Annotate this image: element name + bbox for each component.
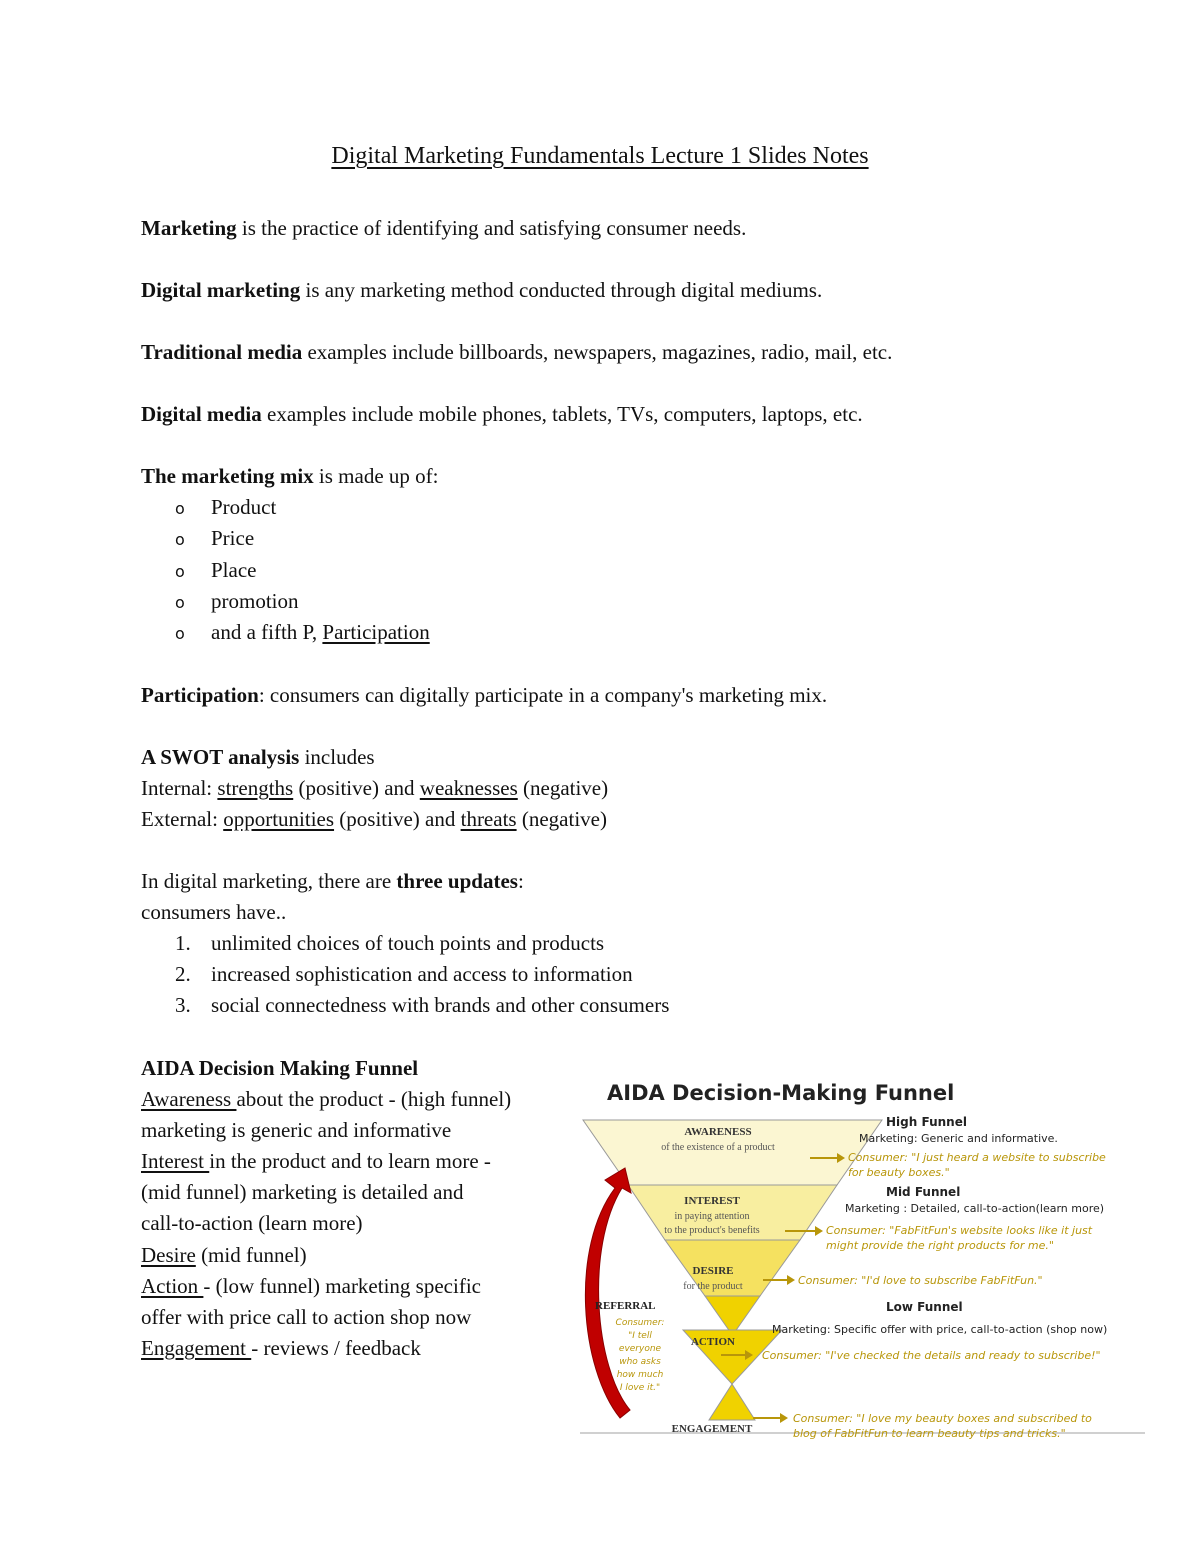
aida-funnel-figure xyxy=(575,1068,1150,1443)
engagement-band xyxy=(709,1384,755,1420)
list-item-text: social connectedness with brands and other consumers xyxy=(211,993,670,1017)
list-number: 2. xyxy=(175,962,191,986)
aida-line: (mid funnel) marketing is detailed and xyxy=(141,1180,464,1204)
definition-text: includes xyxy=(299,745,375,769)
high-funnel-text: Marketing: Generic and informative. xyxy=(859,1132,1058,1145)
list-item xyxy=(175,990,669,1021)
term: three updates xyxy=(396,869,518,893)
mid-funnel-text: Marketing : Detailed, call-to-action(learn more) xyxy=(845,1202,1105,1215)
definition-text: is made up of: xyxy=(313,464,439,488)
list-number: 1. xyxy=(175,931,191,955)
suffix: : xyxy=(517,869,524,893)
awareness-sub: of the existence of a product xyxy=(661,1142,775,1153)
list-item-text: and a fifth P, xyxy=(211,620,323,644)
note: (positive) and xyxy=(293,776,420,800)
action-label: ACTION xyxy=(690,1336,736,1348)
term: Traditional media xyxy=(141,340,303,364)
low-funnel-text: Marketing: Specific offer with price, call-to-action (shop now) xyxy=(772,1323,1108,1336)
page-title: Digital Marketing Fundamentals Lecture 1 Slides Notes xyxy=(331,143,869,169)
participation-definition xyxy=(141,680,827,711)
list-item-text: promotion xyxy=(211,589,299,613)
updates-heading xyxy=(141,866,524,897)
swot-threats: threats xyxy=(460,807,517,831)
digital-marketing-definition xyxy=(141,275,822,306)
aida-action: Action xyxy=(141,1274,204,1298)
figure-title: AIDA Decision-Making Funnel xyxy=(607,1081,955,1105)
bullet-marker: o xyxy=(175,530,185,549)
term: The marketing mix xyxy=(141,464,314,488)
referral-quote: everyone xyxy=(618,1344,662,1354)
note: (negative) xyxy=(517,776,609,800)
aida-engagement: Engagement xyxy=(141,1336,252,1360)
referral-arrow xyxy=(585,1168,631,1418)
term: Participation xyxy=(141,683,259,707)
consumer-quote: Consumer: "FabFitFun's website looks like it just xyxy=(826,1224,1093,1237)
referral-label: REFERRAL xyxy=(595,1300,656,1312)
referral-quote: "I tell xyxy=(628,1331,652,1341)
consumer-quote: blog of FabFitFun to learn beauty tips and tricks." xyxy=(793,1427,1066,1440)
bullet-marker: o xyxy=(175,562,185,581)
interest-sub: to the product's benefits xyxy=(664,1225,760,1236)
term: A SWOT analysis xyxy=(141,745,300,769)
arrow-icon xyxy=(753,1413,788,1423)
digital-media-definition xyxy=(141,399,863,430)
traditional-media-definition xyxy=(141,337,892,368)
marketing-definition xyxy=(141,213,746,244)
consumer-quote: might provide the right products for me." xyxy=(826,1239,1054,1252)
interest-sub: in paying attention xyxy=(674,1211,750,1222)
aida-heading: AIDA Decision Making Funnel xyxy=(141,1056,419,1080)
prefix: In digital marketing, there are xyxy=(141,869,397,893)
aida-desire: Desire xyxy=(141,1243,196,1267)
list-item-text: unlimited choices of touch points and products xyxy=(211,931,605,955)
term: Marketing xyxy=(141,216,237,240)
definition-text: is any marketing method conducted through digital mediums. xyxy=(300,278,823,302)
aida-text: - (low funnel) marketing specific xyxy=(203,1274,481,1298)
bullet-marker: o xyxy=(175,624,185,643)
list-item xyxy=(175,586,299,618)
aida-line xyxy=(141,1084,511,1115)
aida-text: about the product - (high funnel) xyxy=(236,1087,512,1111)
list-item-text: Price xyxy=(211,526,255,550)
bullet-marker: o xyxy=(175,499,185,518)
consumer-quote: Consumer: "I love my beauty boxes and subscribed to xyxy=(793,1412,1092,1425)
referral-quote: who asks xyxy=(619,1357,661,1367)
aida-line xyxy=(141,1240,307,1271)
definition-text: examples include mobile phones, tablets, TVs, computers, laptops, etc. xyxy=(261,402,863,426)
participation-term: Participation xyxy=(322,620,430,644)
desire-sub: for the product xyxy=(683,1281,743,1292)
updates-intro: consumers have.. xyxy=(141,900,287,924)
term: Digital marketing xyxy=(141,278,301,302)
swot-heading xyxy=(141,742,375,773)
note: (negative) xyxy=(516,807,607,831)
mid-funnel-label: Mid Funnel xyxy=(886,1185,961,1199)
aida-line xyxy=(141,1333,421,1364)
aida-line xyxy=(141,1146,491,1177)
aida-text: - reviews / feedback xyxy=(251,1336,421,1360)
swot-strengths: strengths xyxy=(217,776,294,800)
consumer-quote: for beauty boxes." xyxy=(848,1166,950,1179)
definition-text: is the practice of identifying and satisfying consumer needs. xyxy=(236,216,747,240)
list-item-text: Place xyxy=(211,558,257,582)
aida-line: marketing is generic and informative xyxy=(141,1118,452,1142)
referral-quote: I love it." xyxy=(619,1383,661,1393)
interest-label: INTEREST xyxy=(684,1195,740,1207)
list-item xyxy=(175,523,254,555)
consumer-quote: Consumer: "I just heard a website to subscribe xyxy=(848,1151,1106,1164)
list-item-text: increased sophistication and access to information xyxy=(211,962,633,986)
aida-text: in the product and to learn more - xyxy=(209,1149,491,1173)
consumer-quote: Consumer: "I've checked the details and ready to subscribe!" xyxy=(762,1349,1101,1362)
consumer-quote: Consumer: "I'd love to subscribe FabFitFun." xyxy=(798,1274,1043,1287)
aida-text: (mid funnel) xyxy=(195,1243,307,1267)
aida-interest: Interest xyxy=(141,1149,210,1173)
referral-quote: how much xyxy=(616,1370,664,1380)
engagement-label: ENGAGEMENT xyxy=(671,1423,753,1435)
list-item xyxy=(175,959,633,990)
referral-quote: Consumer: xyxy=(615,1318,665,1328)
aida-awareness: Awareness xyxy=(141,1087,237,1111)
list-item xyxy=(175,928,604,959)
high-funnel-label: High Funnel xyxy=(886,1115,967,1129)
term: Digital media xyxy=(141,402,262,426)
awareness-label: AWARENESS xyxy=(684,1126,752,1138)
label: Internal: xyxy=(141,776,218,800)
label: External: xyxy=(141,807,224,831)
marketing-mix-heading xyxy=(141,461,438,492)
desire-label: DESIRE xyxy=(692,1265,734,1277)
list-item xyxy=(175,492,276,524)
bullet-marker: o xyxy=(175,593,185,612)
definition-text: examples include billboards, newspapers, magazines, radio, mail, etc. xyxy=(302,340,893,364)
list-number: 3. xyxy=(175,993,191,1017)
aida-line: offer with price call to action shop now xyxy=(141,1305,472,1329)
definition-text: : consumers can digitally participate in a company's marketing mix. xyxy=(258,683,828,707)
swot-opportunities: opportunities xyxy=(223,807,335,831)
list-item xyxy=(175,617,430,649)
list-item-text: Product xyxy=(211,495,277,519)
list-item xyxy=(175,555,256,587)
swot-weaknesses: weaknesses xyxy=(419,776,518,800)
swot-external xyxy=(141,804,607,835)
aida-line xyxy=(141,1271,481,1302)
aida-line: call-to-action (learn more) xyxy=(141,1211,363,1235)
note: (positive) and xyxy=(334,807,461,831)
low-funnel-label: Low Funnel xyxy=(886,1300,963,1314)
swot-internal xyxy=(141,773,608,804)
